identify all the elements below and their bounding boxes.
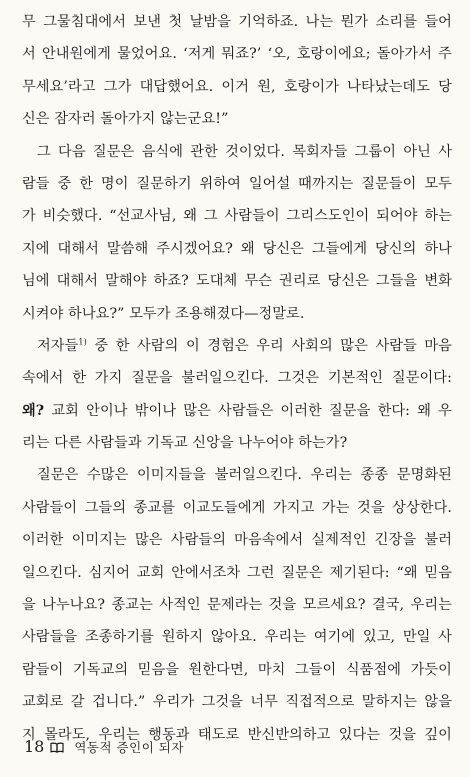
text-line: 이러한 이미지는 많은 사람들의 마음속에서 실제적인 긴장을 불러	[22, 532, 452, 549]
text-line: 리는 다른 사람들과 기독교 신앙을 나누어야 하는가?	[22, 435, 348, 452]
paragraph-start: 그 다음 질문은 음식에 관한 것이었다. 목회자들 그룹이 아닌 사	[37, 143, 452, 160]
text-line: 님에 대해서 말해야 하죠? 도대체 무슨 권리로 당신은 그들을 변화	[22, 273, 452, 290]
text-line: 람들 중 한 명이 질문하기 위하여 일어설 때까지는 질문들이 모두	[22, 175, 452, 192]
text-line: 가 비슷했다. “선교사님, 왜 그 사람들이 그리스도인이 되어야 하는	[22, 208, 452, 225]
text-segment: 저자들	[37, 337, 79, 354]
text-line: 사람들을 조종하기를 원하지 않아요. 우리는 여기에 있고, 만일 사	[22, 629, 452, 646]
text-line: 을 나누나요? 종교는 사적인 문제라는 것을 모르세요? 결국, 우리는	[22, 597, 452, 614]
text-line: 사람들이 그들의 종교를 이교도들에게 가지고 가는 것을 상상한다.	[22, 499, 452, 516]
text-line: 속에서 한 가지 질문을 불러일으킨다. 그것은 기본적인 질문이다:	[22, 370, 452, 387]
page-footer	[24, 737, 184, 756]
text-line: 일으킨다. 심지어 교회 안에서조차 그런 질문은 제기된다: “왜 믿음	[22, 564, 452, 581]
text-line	[22, 395, 452, 427]
text-line: 람들이 기독교의 믿음을 원한다면, 마치 그들이 식품점에 가듯이	[22, 661, 452, 678]
footnote-mark: 1)	[78, 337, 87, 347]
running-title: 역동적 증인이 되자	[74, 739, 184, 755]
text-line: 무세요’라고 그가 대답했어요. 이거 원, 호랑이가 나타났는데도 당	[22, 78, 452, 95]
text-line: 지에 대해서 말씀해 주시겠어요? 왜 당신은 그들에게 당신의 하나	[22, 240, 452, 257]
body-text	[22, 6, 452, 751]
text-line: 지 몰라도, 우리는 행동과 태도로 반신반의하고 있다는 것을 깊이	[22, 726, 452, 743]
book-icon	[50, 741, 64, 752]
text-line: 시켜야 하나요?” 모두가 조용해졌다—정말로.	[22, 305, 305, 322]
text-line: 교회로 갈 겁니다.” 우리가 그것을 너무 직접적으로 말하지는 않을	[22, 694, 452, 711]
text-line: 서 안내원에게 물었어요. ‘저게 뭐죠?’ ‘오, 호랑이에요; 돌아가서 주	[22, 46, 452, 63]
text-segment: 중 한 사람의 이 경험은 우리 사회의 많은 사람들 마음	[86, 337, 452, 354]
text-line: 무 그물침대에서 보낸 첫 날밤을 기억하죠. 나는 뭔가 소리를 들어	[22, 14, 452, 30]
page-number: 18	[24, 737, 45, 756]
text-segment: 교회 안이나 밖이나 많은 사람들은 이러한 질문을 한다: 왜 우	[44, 402, 452, 419]
emphasis-why: 왜?	[22, 402, 45, 419]
paragraph-start: 질문은 수많은 이미지들을 불러일으킨다. 우리는 종종 문명화된	[37, 467, 452, 484]
paragraph-start	[22, 330, 452, 362]
text-line: 신은 잠자러 돌아가지 않는군요!”	[22, 111, 229, 128]
